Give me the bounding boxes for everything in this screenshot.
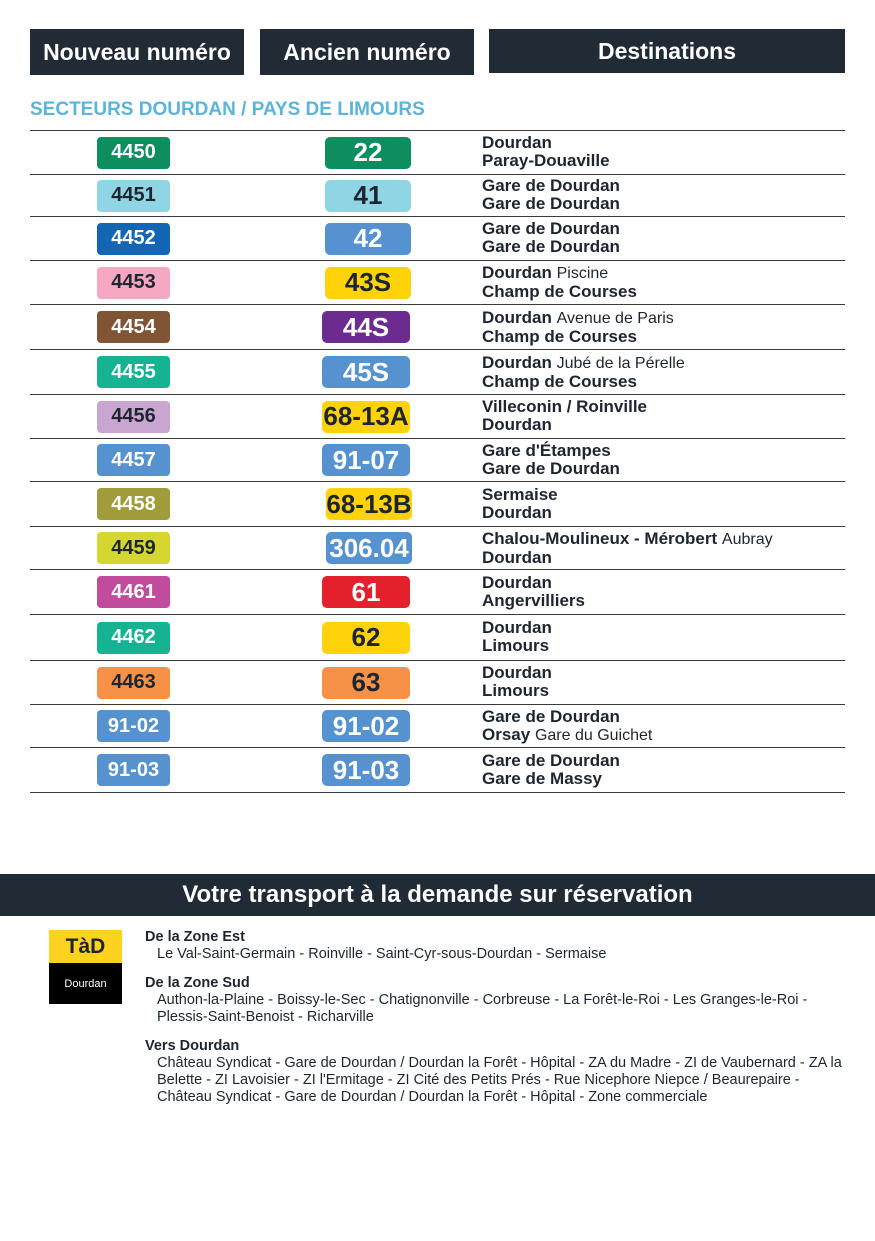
destination-terminus: Dourdan [482,133,552,152]
new-line-badge: 4461 [97,576,170,608]
destination-line [482,177,620,195]
tad-logo-top: TàD [49,930,122,963]
destination-cell [482,664,552,700]
destination-cell [482,619,552,655]
new-line-badge: 91-02 [97,710,170,742]
zone-communes: Château Syndicat - Gare de Dourdan / Dourdan la Forêt - Hôpital - ZA du Madre - ZI de Vaubernard - ZA la Belette - ZI Lavoisier - ZI l'Ermitage - ZI Cité des Petits Prés - Rue Nicephore Niepce / Beaurepaire - Château Syndicat - Gare de Dourdan / Dourdan la Forêt - Hôpital - Zone commerciale [157,1055,842,1105]
old-line-badge: 22 [325,137,411,169]
old-line-badge: 42 [325,223,411,255]
new-line-badge: 4452 [97,223,170,255]
destination-line [482,530,773,549]
zone-communes: Authon-la-Plaine - Boissy-le-Sec - Chatignonville - Corbreuse - La Forêt-le-Roi - Les Granges-le-Roi - Plessis-Saint-Benoist - Richarville [157,992,808,1025]
destination-stop: Jubé de la Pérelle [556,354,685,372]
destination-terminus: Dourdan [482,547,552,567]
destination-line [482,549,773,567]
destination-terminus: Gare de Dourdan [482,750,620,770]
destination-terminus: Gare de Massy [482,768,603,788]
zone-title: De la Zone Est [145,929,245,945]
destination-cell [482,530,773,567]
destination-line [482,504,558,522]
destination-line [482,134,610,152]
destination-terminus: Chalou-Moulineux - Mérobert [482,528,718,548]
header-old-number: Ancien numéro [260,29,474,75]
table-row [30,261,845,306]
old-line-badge: 68-13A [323,401,409,431]
tad-section-title: Votre transport à la demande sur réservation [0,874,875,916]
destination-terminus: Gare d'Étampes [482,440,611,460]
destination-terminus: Dourdan [482,263,552,282]
table-row [30,350,845,396]
zone-block [145,929,845,963]
destination-terminus: Gare de Dourdan [482,194,620,213]
zone-title: Vers Dourdan [145,1038,240,1054]
destination-line [482,682,552,700]
destination-stop: Avenue de Paris [556,309,674,327]
destination-line [482,283,637,301]
destination-terminus: Dourdan [482,663,552,682]
tad-logo [49,930,122,1004]
destination-terminus: Angervilliers [482,590,585,610]
destination-cell [482,177,620,213]
destination-cell [482,264,637,301]
destination-line [482,373,685,391]
destination-terminus: Gare de Dourdan [482,458,620,478]
destination-line [482,309,674,328]
destination-line [482,726,652,745]
destination-line [482,354,685,373]
table-row [30,217,845,261]
destination-line [482,152,610,170]
destination-line [482,708,652,726]
header-destinations: Destinations [489,29,845,73]
new-line-badge: 4463 [97,667,170,699]
destination-line [482,752,620,770]
destination-cell [482,134,610,170]
old-line-badge: 45S [322,356,410,388]
destination-terminus: Sermaise [482,484,558,504]
destination-cell [482,752,620,788]
table-row [30,175,845,218]
old-line-badge: 306.04 [326,532,412,564]
destination-line [482,264,637,283]
destination-line [482,592,585,610]
destination-terminus: Dourdan [482,352,552,372]
destination-line [482,637,552,655]
old-line-badge: 91-07 [322,444,410,476]
destination-terminus: Dourdan [482,618,552,637]
destination-cell [482,442,620,478]
old-line-badge: 44S [322,311,410,343]
old-line-badge: 62 [322,622,410,654]
destination-line [482,238,620,256]
destination-terminus: Champ de Courses [482,282,637,301]
table-row [30,705,845,749]
destination-terminus: Paray-Douaville [482,151,610,170]
destination-line [482,460,620,478]
destination-terminus: Dourdan [482,502,552,522]
old-line-badge: 61 [322,576,410,608]
old-line-badge: 41 [325,180,411,212]
table-row [30,527,845,571]
new-line-badge: 4450 [97,137,170,169]
table-row [30,439,845,483]
destination-line [482,398,647,416]
header-new-number: Nouveau numéro [30,29,244,75]
destination-terminus: Gare de Dourdan [482,237,620,256]
destination-cell [482,220,620,256]
destination-line [482,416,647,434]
destination-terminus: Gare de Dourdan [482,219,620,238]
destination-line [482,220,620,238]
destination-cell [482,574,585,610]
destination-stop: Gare du Guichet [534,726,653,744]
new-line-badge: 4451 [97,180,170,212]
table-row [30,748,845,793]
destination-terminus: Dourdan [482,572,552,592]
destination-terminus: Champ de Courses [482,371,637,391]
destination-line [482,619,552,637]
new-line-badge: 91-03 [97,754,170,786]
table-row [30,570,845,615]
destination-terminus: Orsay [482,724,531,744]
destination-line [482,574,585,592]
new-line-badge: 4457 [97,444,170,476]
destination-line [482,328,674,346]
tad-logo-bottom: Dourdan [49,963,122,1004]
zone-communes: Le Val-Saint-Germain - Roinville - Saint-Cyr-sous-Dourdan - Sermaise [157,946,607,962]
old-line-badge: 43S [325,267,411,299]
destination-cell [482,398,647,434]
destination-terminus: Villeconin / Roinville [482,397,648,416]
new-line-badge: 4458 [97,488,170,520]
new-line-badge: 4456 [97,401,170,433]
destination-cell [482,354,685,391]
destination-terminus: Gare de Dourdan [482,176,620,195]
destination-stop: Piscine [556,265,609,282]
destination-line [482,195,620,213]
old-line-badge: 91-03 [322,754,410,786]
destination-line [482,664,552,682]
zone-block [145,975,845,1026]
zone-title: De la Zone Sud [145,975,250,991]
old-line-badge: 63 [322,667,410,699]
destination-terminus: Dourdan [482,307,552,327]
destination-cell [482,309,674,346]
route-table [30,130,845,793]
destination-terminus: Limours [482,636,550,655]
new-line-badge: 4454 [97,311,170,343]
destination-cell [482,708,652,745]
table-row [30,395,845,439]
table-row [30,482,845,527]
destination-terminus: Gare de Dourdan [482,706,620,726]
old-line-badge: 91-02 [322,710,410,742]
new-line-badge: 4453 [97,267,170,299]
destination-line [482,770,620,788]
destination-terminus: Dourdan [482,415,552,434]
destination-stop: Aubray [721,530,773,548]
old-line-badge: 68-13B [326,488,412,519]
table-row [30,615,845,662]
new-line-badge: 4459 [97,532,170,564]
new-line-badge: 4462 [97,622,170,654]
destination-line [482,486,558,504]
destination-terminus: Limours [482,681,550,700]
sector-title: SECTEURS DOURDAN / PAYS DE LIMOURS [30,99,425,120]
destination-cell [482,486,558,522]
table-row [30,305,845,350]
zone-list [145,929,845,1118]
zone-block [145,1038,845,1106]
table-row [30,661,845,705]
new-line-badge: 4455 [97,356,170,388]
table-row [30,131,845,175]
destination-terminus: Champ de Courses [482,326,637,346]
destination-line [482,442,620,460]
